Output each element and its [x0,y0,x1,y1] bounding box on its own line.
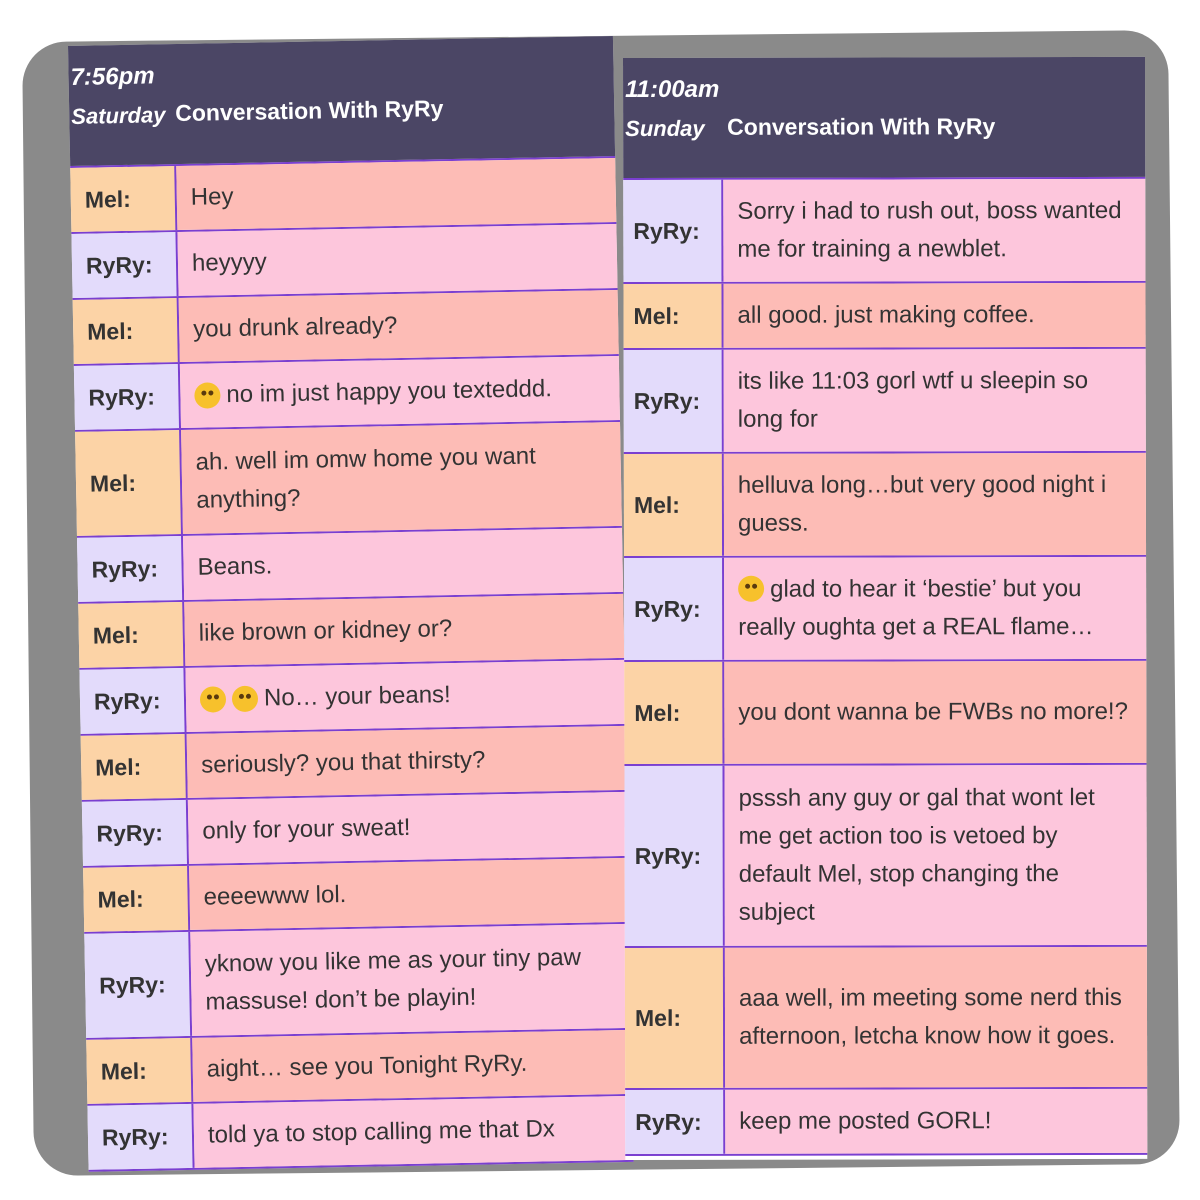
message-row [73,290,619,366]
rolling-laughing-icon [200,686,226,712]
sender-name: RyRy: [624,558,724,660]
sender-name: Mel: [625,948,725,1088]
message-text: psssh any guy or gal that wont let me get action too is vetoed by default Mel, stop changing the subject [724,765,1146,946]
sender-name: RyRy: [84,932,192,1038]
message-text: like brown or kidney or? [184,594,624,666]
message-row [625,1089,1147,1156]
sender-name: Mel: [624,662,724,764]
message-text: glad to hear it ‘bestie’ but you really oughta get a REAL flame… [738,575,1094,641]
sender-name: RyRy: [623,180,723,282]
message-text: aaa well, im meeting some nerd this afternoon, letcha know how it goes. [725,947,1147,1088]
message-content [185,660,625,732]
message-text: keep me posted GORL! [725,1089,1147,1154]
message-row [77,528,623,604]
message-row [624,349,1146,454]
message-text: No… your beans! [263,681,451,712]
header-time: 7:56pm [70,62,155,91]
message-text: seriously? you that thirsty? [187,726,627,798]
message-row [624,661,1146,766]
message-text: yknow you like me as your tiny paw massuse! don’t be playin! [190,924,631,1036]
sweat-smile-icon [232,686,258,712]
sender-name: RyRy: [87,1104,194,1170]
message-content [724,557,1146,660]
saturday-conversation-panel [68,36,634,1172]
crying-face-icon [194,382,220,408]
sender-name: Mel: [86,1038,193,1104]
message-row [75,422,622,538]
sender-name: RyRy: [79,668,186,734]
message-line [738,570,1132,647]
message-text: aight… see you Tonight RyRy. [192,1030,632,1102]
message-text: all good. just making coffee. [723,283,1145,348]
sender-name: Mel: [70,166,177,232]
sender-name: Mel: [75,430,183,536]
message-row [70,158,616,234]
flushed-face-icon [738,576,764,602]
conversation-header [68,36,615,166]
sunday-conversation-panel [623,57,1147,1160]
message-row [625,947,1147,1090]
message-row [81,726,627,802]
header-day: Saturday [71,102,166,129]
message-text: Beans. [183,528,623,600]
sender-name: RyRy: [82,800,189,866]
sender-name: RyRy: [624,766,724,946]
sender-name: Mel: [81,734,188,800]
message-row [87,1096,633,1172]
message-row [74,356,620,432]
sender-name: Mel: [623,284,723,348]
message-list [623,177,1147,1156]
message-text: heyyyy [177,224,617,296]
message-content [180,356,620,428]
header-title: Conversation With RyRy [175,95,444,127]
sender-name: RyRy: [625,1090,725,1154]
message-row [83,858,629,934]
sender-name: Mel: [73,298,180,364]
header-day: Sunday [625,115,705,141]
message-row [79,660,625,736]
message-list [70,156,633,1172]
message-row [624,557,1146,662]
message-text: eeeewww lol. [189,858,629,930]
header-title: Conversation With RyRy [727,113,996,140]
message-row [71,224,617,300]
sender-name: RyRy: [77,536,184,602]
message-row [82,792,628,868]
header-time: 11:00am [625,75,720,103]
conversation-header [623,57,1145,178]
sender-name: RyRy: [71,232,178,298]
message-row [86,1030,632,1106]
message-row [624,765,1146,948]
message-text: its like 11:03 gorl wtf u sleepin so long for [724,349,1146,452]
sender-name: RyRy: [74,364,181,430]
message-text: only for your sweat! [188,792,628,864]
message-row [78,594,624,670]
message-text: Hey [176,158,616,230]
message-text: you drunk already? [179,290,619,362]
message-row [623,179,1145,284]
sender-name: RyRy: [624,350,724,452]
message-row [624,453,1146,558]
message-text: ah. well im omw home you want anything? [181,422,622,534]
message-text: told ya to stop calling me that Dx [193,1096,633,1168]
message-text: helluva long…but very good night i guess. [724,453,1146,556]
message-row [84,924,631,1040]
sender-name: Mel: [83,866,190,932]
message-row [623,283,1145,350]
sender-name: Mel: [624,454,724,556]
message-text: Sorry i had to rush out, boss wanted me for training a newblet. [723,179,1145,282]
message-text: you dont wanna be FWBs no more!? [724,661,1146,764]
sender-name: Mel: [78,602,185,668]
message-text: no im just happy you texteddd. [226,375,553,409]
